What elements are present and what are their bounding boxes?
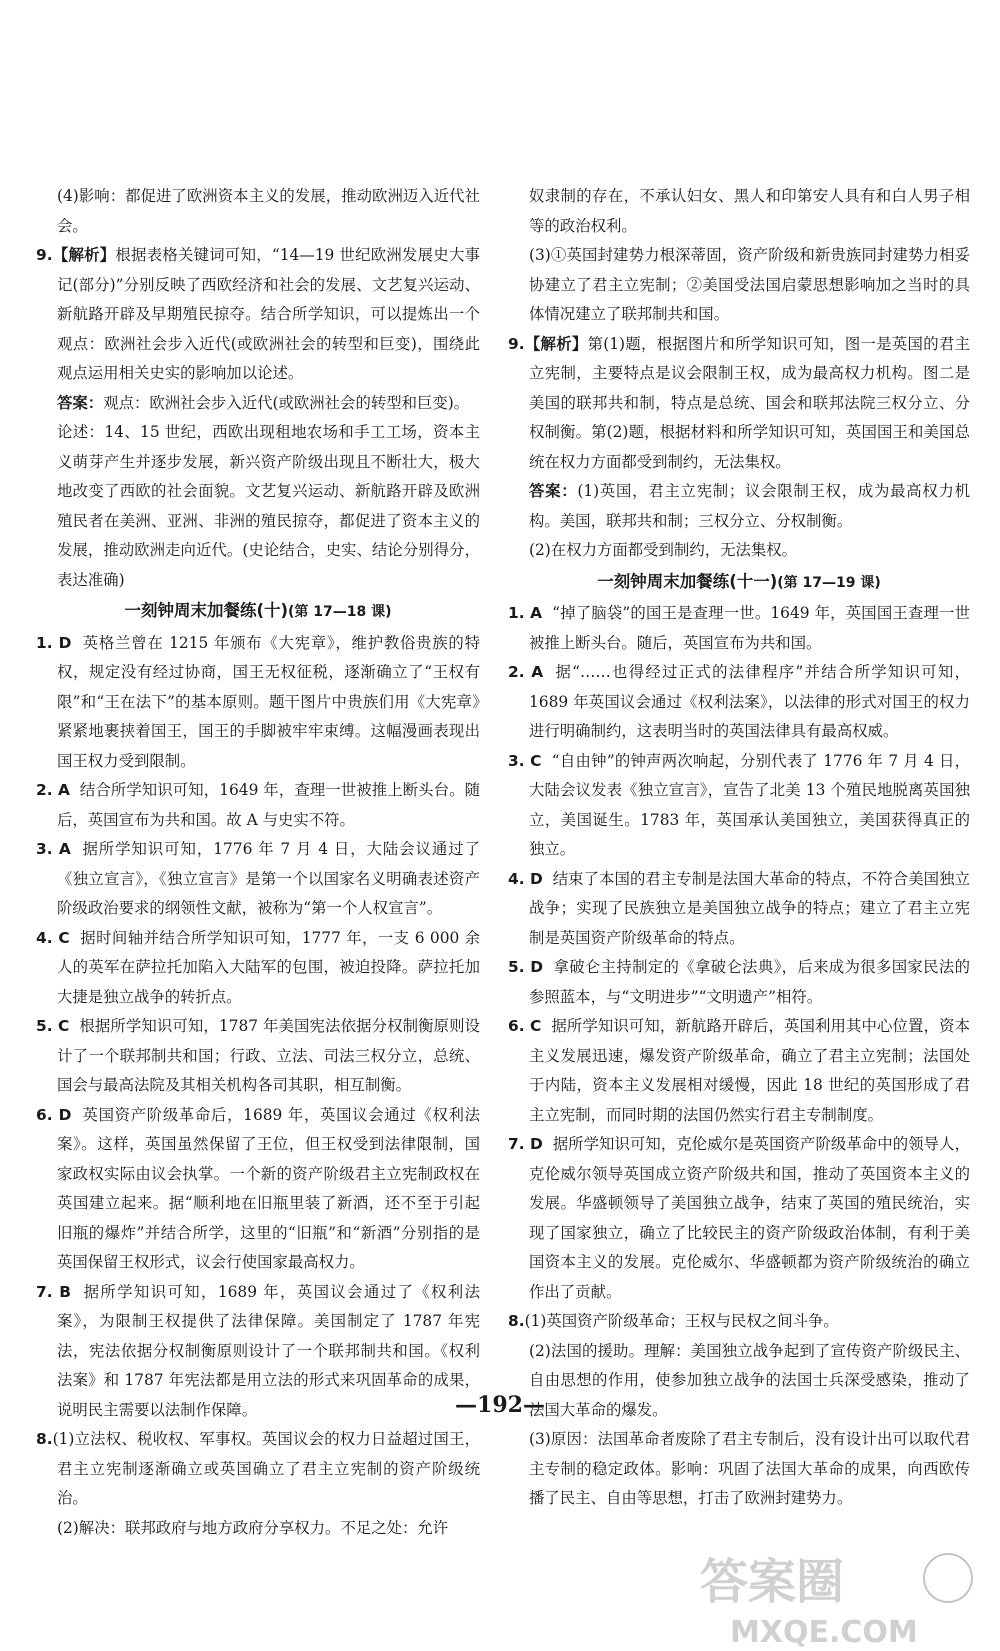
item-number: 8.	[36, 1430, 53, 1448]
right-column	[508, 182, 970, 1514]
item-text: 据所学知识可知，1689 年，英国议会通过了《权利法案》，为限制王权提供了法律保障。美国制定了 1787 年宪法，宪法依据分权制衡原则设计了一个联邦制共和国。《权利法案》和 1787 年宪法都是用立法的形式来巩固革命的成果，说明民主需要以法制作保障。	[57, 1282, 480, 1419]
item-text: 结合所学知识可知，1649 年，查理一世被推上断头台。随后，英国宣布为共和国。故 A 与史实不符。	[57, 781, 480, 829]
item-text: “自由钟”的钟声两次响起，分别代表了 1776 年 7 月 4 日，大陆会议发表《独立宣言》，宣告了北美 13 个殖民地脱离英国独立，美国诞生。1783 年，英国承认美国独立，美国获得真正的独立。	[529, 751, 970, 858]
item-number: 7. B	[36, 1282, 72, 1301]
item-number: 3. A	[36, 840, 71, 858]
answer-label: 答案：	[57, 393, 104, 412]
analysis-text: 根据表格关键词可知，“14—19 世纪欧洲发展史大事记(部分)”分别反映了西欧经济和社会的发展、文艺复兴运动、新航路开辟及早期殖民掠夺。结合所学知识，可以提炼出一个观点：欧洲社会步入近代(或欧洲社会的转型和巨变)，围绕此观点运用相关史实的影响加以论述。	[57, 246, 480, 382]
paragraph: (3)①英国封建势力根深蒂固，资产阶级和新贵族同封建势力相妥协建立了君主立宪制；②美国受法国启蒙思想影响加之当时的具体情况建立了联邦制共和国。	[529, 246, 970, 323]
list-item	[508, 1012, 970, 1130]
item-text: 根据所学知识可知，1787 年美国宪法依据分权制衡原则设计了一个联邦制共和国；行政、立法、司法三权分立，总统、国会与最高法院及其相关机构各司其职，相互制衡。	[57, 1017, 480, 1094]
page-number: —192—	[455, 1392, 545, 1418]
item-text: 英国资产阶级革命后，1689 年，英国议会通过《权利法案》。这样，英国虽然保留了王位，但王权受到法律限制，国家政权实际由议会执掌。一个新的资产阶级君主立宪制政权在英国建立起来。据“顺利地在旧瓶里装了新酒，还不至于引起旧瓶的爆炸”并结合所学，这里的“旧瓶”和“新酒”分别指的是英国保留王权形式，议会行使国家最高权力。	[57, 1105, 480, 1271]
list-item	[508, 865, 970, 954]
item-text: 据时间轴并结合所学知识可知，1777 年，一支 6 000 余人的英军在萨拉托加陷入大陆军的包围，被迫投降。萨拉托加大捷是独立战争的转折点。	[57, 928, 480, 1006]
analysis-text: 第(1)题，根据图片和所学知识可知，图一是英国的君主立宪制，主要特点是议会限制王权，成为最高权力机构。图二是美国的联邦共和制，特点是总统、国会和联邦法院三权分立、分权制衡。第(2)题，根据材料和所学知识可知，英国国王和美国总统在权力方面都受到制约，无法集权。	[529, 334, 970, 471]
paragraph: (4)影响：都促进了欧洲资本主义的发展，推动欧洲迈入近代社会。	[57, 187, 480, 235]
item-number: 4. D	[508, 869, 543, 888]
list-item	[36, 1101, 480, 1278]
paragraph: (2)在权力方面都受到制约，无法集权。	[529, 541, 798, 559]
question-number: 9.	[36, 246, 53, 264]
item-number: 4. C	[36, 928, 70, 947]
item-text: 拿破仑主持制定的《拿破仑法典》，后来成为很多国家民法的参照蓝本，与“文明进步”“文明遗产”相符。	[529, 958, 970, 1006]
list-item	[508, 599, 970, 658]
item-text: 英格兰曾在 1215 年颁布《大宪章》，维护教俗贵族的特权，规定没有经过协商，国王无权征税，逐渐确立了“王权有限”和“王在法下”的基本原则。题干图片中贵族们用《大宪章》紧紧地裹挟着国王，国王的手脚被牢牢束缚。这幅漫画表现出国王权力受到限制。	[57, 633, 480, 770]
section-title: 一刻钟周末加餐练(十)	[124, 601, 289, 620]
item-text: 据所学知识可知，新航路开辟后，英国利用其中心位置，资本主义发展迅速，爆发资产阶级革命，确立了君主立宪制；法国处于内陆，资本主义发展相对缓慢，因此 18 世纪的英国形成了君主立宪制，而同时期的法国仍然实行君主专制制度。	[529, 1017, 970, 1124]
item-number: 7. D	[508, 1135, 543, 1153]
answer-text: (1)英国，君主立宪制；议会限制王权，成为最高权力机构。美国，联邦共和制；三权分立、分权制衡。	[529, 482, 970, 530]
list-item	[508, 1130, 970, 1307]
answer-line	[508, 477, 970, 536]
answer-label: 答案：	[529, 482, 578, 500]
section-subtitle: (第 17—18 课)	[288, 604, 392, 620]
list-item	[36, 776, 480, 835]
analysis-tag: 【解析】	[52, 246, 116, 264]
list-item	[508, 1307, 970, 1337]
item-number: 2. A	[508, 663, 544, 681]
item-text: 结束了本国的君主专制是法国大革命的特点，不符合美国独立战争；实现了民族独立是美国独立战争的特点；建立了君主立宪制是英国资产阶级革命的特点。	[529, 869, 970, 947]
item-number: 8.	[508, 1312, 525, 1330]
section-heading	[36, 596, 480, 628]
list-item	[36, 1012, 480, 1101]
paragraph: (2)法国的援助。理解：美国独立战争起到了宣传资产阶级民主、自由思想的作用，使参加独立战争的法国士兵深受感染，推动了法国大革命的爆发。	[529, 1341, 970, 1419]
left-column	[36, 182, 480, 1543]
item-text: “掉了脑袋”的国王是查理一世。1649 年，英国国王查理一世被推上断头台。随后，英国宣布为共和国。	[529, 604, 970, 652]
item-text: 据“……也得经过正式的法律程序”并结合所学知识可知，1689 年英国议会通过《权利法案》，以法律的形式对国王的权力进行明确制约，这表明当时的英国法律具有最高权威。	[529, 663, 970, 740]
paragraph: 奴隶制的存在，不承认妇女、黑人和印第安人具有和白人男子相等的政治权利。	[529, 187, 970, 235]
section-title: 一刻钟周末加餐练(十一)	[597, 571, 778, 591]
watermark-text-url: MXQE.COM	[730, 1615, 918, 1650]
item-number: 2. A	[36, 781, 70, 799]
question-9-analysis	[36, 241, 480, 389]
answer-line	[36, 389, 480, 419]
question-number: 9.	[508, 334, 525, 353]
watermark-logo	[690, 1540, 990, 1650]
list-item	[508, 953, 970, 1012]
answer-text: 观点：欧洲社会步入近代(或欧洲社会的转型和巨变)。	[103, 393, 470, 412]
item-number: 3. C	[508, 751, 542, 770]
list-item	[36, 924, 480, 1013]
item-text: 据所学知识可知，克伦威尔是英国资产阶级革命中的领导人，克伦威尔领导英国成立资产阶级共和国，推动了英国资本主义的发展。华盛顿领导了美国独立战争，结束了英国的殖民统治，实现了国家独立，确立了比较民主的资产阶级政治体制，有利于美国资本主义的发展。克伦威尔、华盛顿都为资产阶级统治的确立作出了贡献。	[529, 1135, 970, 1301]
analysis-tag: 【解析】	[524, 334, 588, 353]
list-item	[36, 629, 480, 777]
item-number: 5. C	[36, 1017, 70, 1035]
item-number: 1. D	[36, 633, 72, 652]
item-text: (1)英国资产阶级革命；王权与民权之间斗争。	[524, 1312, 839, 1330]
section-subtitle: (第 17—19 课)	[777, 574, 881, 591]
list-item	[36, 835, 480, 924]
question-9-analysis	[508, 330, 970, 478]
argument-paragraph: 论述：14、15 世纪，西欧出现租地农场和手工工场，资本主义萌芽产生并逐步发展，新兴资产阶级出现且不断壮大，极大地改变了西欧的社会面貌。文艺复兴运动、新航路开辟及欧洲殖民者在美洲、亚洲、非洲的殖民掠夺，都促进了资本主义的发展，推动欧洲走向近代。(史论结合，史实、结论分别得分，表达准确)	[57, 423, 480, 589]
item-number: 5. D	[508, 958, 544, 976]
list-item	[508, 747, 970, 865]
section-heading	[508, 567, 970, 599]
paragraph: (2)解决：联邦政府与地方政府分享权力。不足之处：允许	[57, 1518, 449, 1537]
watermark-text-cn: 答案圈	[700, 1554, 845, 1610]
list-item	[36, 1425, 480, 1514]
item-text: 据所学知识可知，1776 年 7 月 4 日，大陆会议通过了《独立宣言》，《独立宣言》是第一个以国家名义明确表述资产阶级政治要求的纲领性文献，被称为“第一个人权宣言”。	[57, 840, 480, 917]
item-text: (1)立法权、税收权、军事权。英国议会的权力日益超过国王，君主立宪制逐渐确立或英国确立了君主立宪制的资产阶级统治。	[52, 1430, 480, 1507]
paragraph: (3)原因：法国革命者废除了君主专制后，没有设计出可以取代君主专制的稳定政体。影响：巩固了法国大革命的成果，向西欧传播了民主、自由等思想，打击了欧洲封建势力。	[529, 1430, 970, 1507]
item-number: 6. C	[508, 1017, 542, 1035]
item-number: 6. D	[36, 1105, 72, 1124]
item-number: 1. A	[508, 604, 542, 622]
list-item	[508, 658, 970, 747]
